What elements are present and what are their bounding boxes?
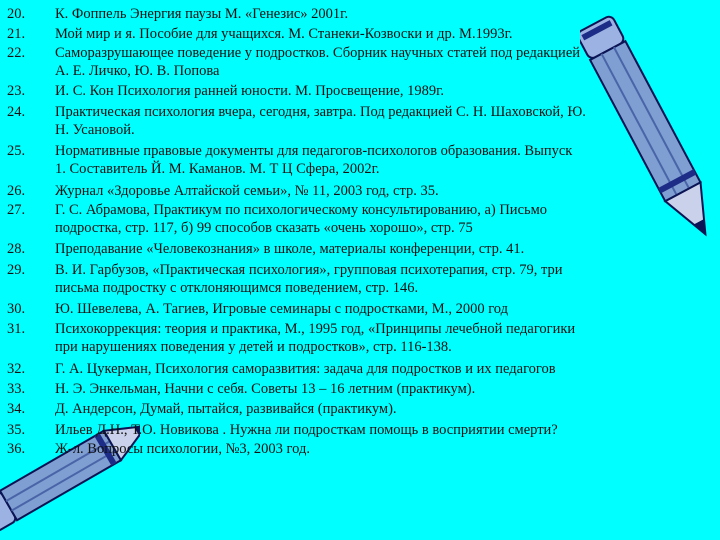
reference-number: 23.	[7, 83, 26, 99]
reference-number: 29.	[7, 262, 26, 278]
reference-text: Г. А. Цукерман, Психология саморазвития: задача для подростков и их педагогов	[55, 361, 556, 377]
reference-number: 25.	[7, 143, 26, 159]
reference-number: 33.	[7, 381, 26, 397]
reference-text: Ж-л. Вопросы психологии, №3, 2003 год.	[55, 441, 310, 457]
reference-text: К. Фоппель Энергия паузы М. «Генезис» 2001г.	[55, 6, 349, 22]
reference-text: Ильев Д.Н., Т.О. Новикова . Нужна ли подросткам помощь в восприятии смерти?	[55, 422, 558, 438]
reference-number: 35.	[7, 422, 26, 438]
reference-number: 27.	[7, 202, 26, 218]
reference-number: 28.	[7, 241, 26, 257]
reference-text: Н. Э. Энкельман, Начни с себя. Советы 13 – 16 летним (практикум).	[55, 381, 476, 397]
reference-text: Мой мир и я. Пособие для учащихся. М. Станеки-Козвоски и др. М.1993г.	[55, 26, 513, 42]
reference-text: И. С. Кон Психология ранней юности. М. Просвещение, 1989г.	[55, 83, 445, 99]
reference-number: 20.	[7, 6, 26, 22]
reference-text: В. И. Гарбузов, «Практическая психология», групповая психотерапия, стр. 79, три письма подростку с отклоняющимся поведением, стр. 146.	[55, 262, 563, 296]
reference-number: 22.	[7, 45, 26, 61]
reference-text: Ю. Шевелева, А. Тагиев, Игровые семинары с подростками, М., 2000 год	[55, 301, 508, 317]
reference-text: Нормативные правовые документы для педагогов-психологов образования. Выпуск 1. Составитель Й. М. Каманов. М. Т Ц Сфера, 2002г.	[55, 143, 573, 177]
reference-number: 21.	[7, 26, 26, 42]
reference-text: Преподавание «Человекознания» в школе, материалы конференции, стр. 41.	[55, 241, 525, 257]
reference-text: Журнал «Здоровье Алтайской семьи», № 11, 2003 год, стр. 35.	[55, 183, 439, 199]
reference-number: 30.	[7, 301, 26, 317]
reference-number: 24.	[7, 104, 26, 120]
reference-text: Саморазрушающее поведение у подростков. Сборник научных статей под редакцией А. Е. Личко, Ю. В. Попова	[55, 45, 581, 79]
reference-text: Г. С. Абрамова, Практикум по психологическому консультированию, а) Письмо подростка, стр. 117, б) 99 способов сказать «очень хорошо», стр. 75	[55, 202, 548, 236]
reference-number: 36.	[7, 441, 26, 457]
reference-number: 26.	[7, 183, 26, 199]
reference-number: 31.	[7, 321, 26, 337]
reference-text: Д. Андерсон, Думай, пытайся, развивайся (практикум).	[55, 401, 397, 417]
reference-number: 32.	[7, 361, 26, 377]
reference-number: 34.	[7, 401, 26, 417]
reference-text: Практическая психология вчера, сегодня, завтра. Под редакцией С. Н. Шаховской, Ю. Н. Усановой.	[55, 104, 586, 138]
reference-text: Психокоррекция: теория и практика, М., 1995 год, «Принципы лечебной педагогики при нарушениях поведения у детей и подростков», стр. 116-138.	[55, 321, 576, 355]
